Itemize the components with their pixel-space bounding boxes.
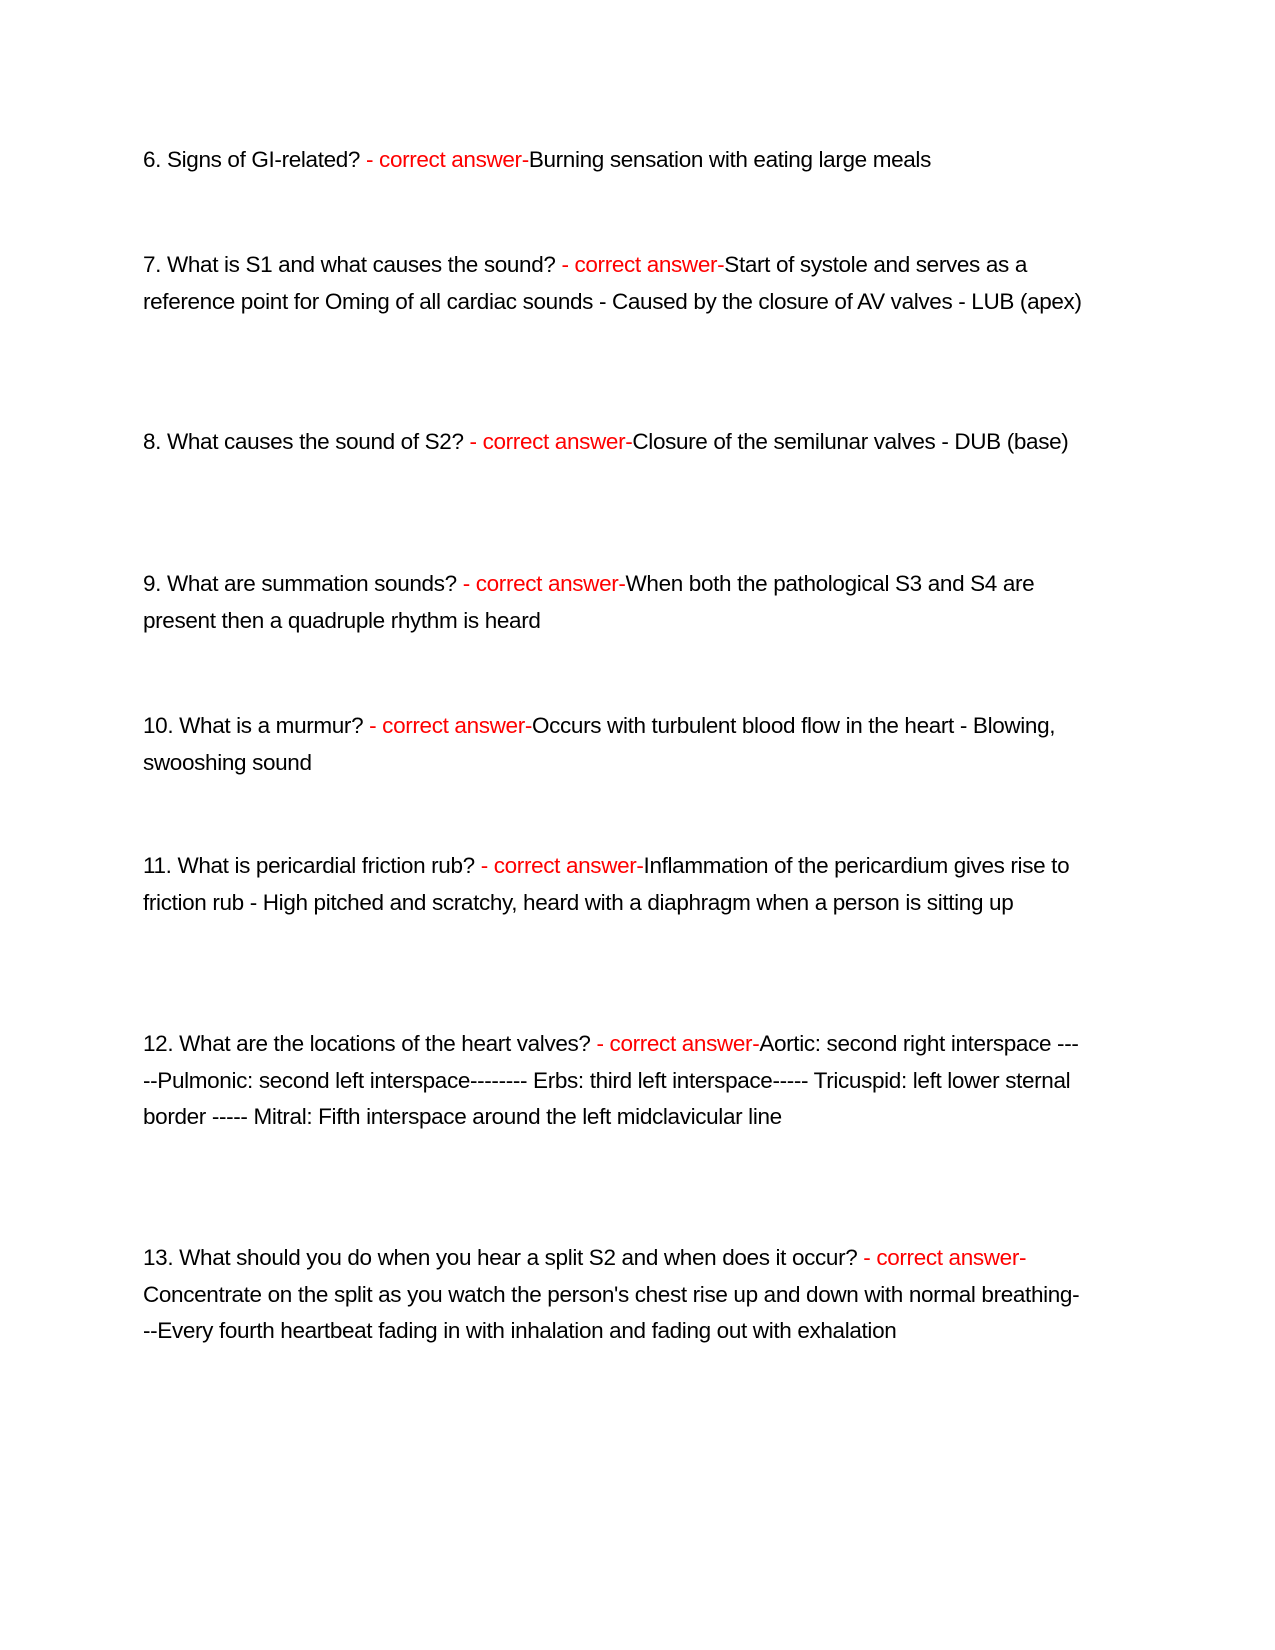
- answer-text: Closure of the semilunar valves - DUB (base): [632, 429, 1069, 454]
- question-text: What is S1 and what causes the sound?: [166, 252, 556, 277]
- qa-item-8: [143, 424, 1083, 461]
- qa-item-11: [143, 848, 1083, 921]
- question-text: What is a murmur?: [179, 713, 364, 738]
- question-number: 13.: [143, 1245, 174, 1270]
- question-number: 11.: [143, 853, 172, 878]
- qa-item-7: [143, 247, 1083, 320]
- answer-label: - correct answer-: [480, 853, 644, 878]
- question-number: 9.: [143, 571, 162, 596]
- question-number: 6.: [143, 147, 162, 172]
- answer-text: Occurs with turbulent blood flow in the heart - Blowing, swooshing sound: [143, 713, 1056, 775]
- qa-item-13: [143, 1240, 1083, 1350]
- answer-label: - correct answer-: [596, 1031, 760, 1056]
- answer-text: Burning sensation with eating large meals: [528, 147, 931, 172]
- qa-item-9: [143, 566, 1083, 639]
- question-text: What are the locations of the heart valves?: [179, 1031, 591, 1056]
- question-text: What are summation sounds?: [166, 571, 457, 596]
- answer-text: Aortic: second right interspace -----Pulmonic: second left interspace-------- Erbs: third left interspace----- Tricuspid: left lower sternal border ----- Mitral: Fifth interspace around the left midclavicular line: [143, 1031, 1079, 1129]
- question-text: What causes the sound of S2?: [166, 429, 464, 454]
- question-number: 7.: [143, 252, 162, 277]
- answer-text: Concentrate on the split as you watch the person's chest rise up and down with normal breathing---Every fourth heartbeat fading in with inhalation and fading out with exhalation: [143, 1281, 1080, 1343]
- answer-text: Start of systole and serves as a reference point for Oming of all cardiac sounds - Caused by the closure of AV valves - LUB (apex): [143, 252, 1082, 314]
- question-number: 10.: [143, 713, 174, 738]
- question-number: 8.: [143, 429, 162, 454]
- question-text: Signs of GI-related?: [166, 147, 361, 172]
- answer-label: - correct answer-: [863, 1245, 1027, 1270]
- answer-label: - correct answer-: [469, 429, 633, 454]
- answer-label: - correct answer-: [462, 571, 626, 596]
- answer-label: - correct answer-: [561, 252, 725, 277]
- question-text: What should you do when you hear a split S2 and when does it occur?: [179, 1245, 858, 1270]
- qa-item-12: [143, 1026, 1083, 1136]
- answer-text: When both the pathological S3 and S4 are present then a quadruple rhythm is heard: [143, 571, 1035, 633]
- qa-item-10: [143, 708, 1083, 781]
- answer-label: - correct answer-: [366, 147, 529, 172]
- question-text: What is pericardial friction rub?: [177, 853, 475, 878]
- qa-item-6: [143, 142, 1083, 179]
- answer-label: - correct answer-: [369, 713, 532, 738]
- question-number: 12.: [143, 1031, 174, 1056]
- answer-text: Inflammation of the pericardium gives rise to friction rub - High pitched and scratchy, heard with a diaphragm when a person is sitting up: [143, 853, 1070, 915]
